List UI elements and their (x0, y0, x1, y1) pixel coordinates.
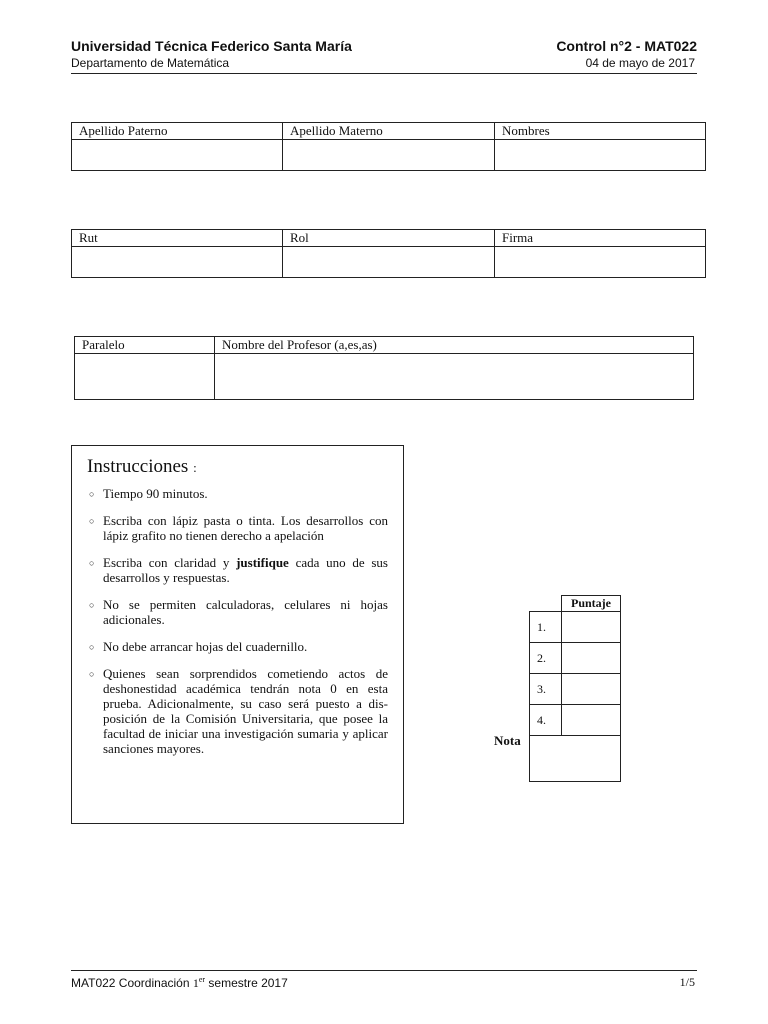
instructions-list (89, 486, 388, 768)
instruction-item (89, 486, 388, 501)
footer-ordinal-number: 1 (192, 976, 199, 990)
page-number: 1/5 (679, 975, 695, 989)
exam-date: 04 de mayo de 2017 (585, 56, 695, 70)
apellido-materno-label: Apellido Materno (283, 123, 495, 140)
paralelo-field[interactable] (75, 354, 215, 400)
exam-title: Control n°2 - MAT022 (556, 38, 697, 54)
paralelo-label: Paralelo (75, 337, 215, 354)
name-form-table (71, 122, 706, 171)
instructions-colon: : (193, 460, 197, 475)
footer-rule (71, 970, 697, 971)
question-number: 4. (530, 705, 562, 736)
firma-label: Firma (495, 230, 706, 247)
question-number: 1. (530, 612, 562, 643)
question-number: 2. (530, 643, 562, 674)
circle-bullet-icon: ○ (89, 600, 95, 610)
profesor-field[interactable] (215, 354, 694, 400)
instruction-text: No se permiten calculadoras, celulares ni hojas adicionales. (103, 597, 388, 627)
nota-field[interactable] (530, 736, 621, 782)
rol-field[interactable] (283, 247, 495, 278)
circle-bullet-icon: ○ (89, 642, 95, 652)
circle-bullet-icon: ○ (89, 558, 95, 568)
department-name: Departamento de Matemática (71, 56, 230, 70)
footer-ordinal: er (198, 975, 206, 984)
firma-field[interactable] (495, 247, 706, 278)
rut-field[interactable] (72, 247, 283, 278)
circle-bullet-icon: ○ (89, 516, 95, 526)
header-rule (71, 73, 697, 74)
instruction-text: Escriba con lápiz pasta o tinta. Los desarrollos con lápiz grafito no tienen derecho a apelación (103, 513, 388, 543)
instruction-text: Quienes sean sorprendidos cometiendo actos de deshonestidad académica tendrán nota 0 en esta prueba. Adicionalmente, su caso será puesto a dis- posición de la Comisión Universitaria, que posee la facultad de iniciar una investigación sumaria y aplicar sanciones mayores. (103, 666, 388, 756)
score-field-4[interactable] (562, 705, 621, 736)
apellido-paterno-label: Apellido Paterno (72, 123, 283, 140)
footer-course-text: MAT022 Coordinación (71, 976, 193, 990)
university-name: Universidad Técnica Federico Santa María (71, 38, 352, 54)
nota-label: Nota (494, 733, 521, 748)
score-field-1[interactable] (562, 612, 621, 643)
id-form-table (71, 229, 706, 278)
score-corner (530, 596, 562, 612)
nombres-field[interactable] (495, 140, 706, 171)
rut-label: Rut (72, 230, 283, 247)
apellido-paterno-field[interactable] (72, 140, 283, 171)
instructions-title-text: Instrucciones (87, 456, 189, 477)
instruction-text: Tiempo 90 minutos. (103, 486, 208, 501)
score-field-3[interactable] (562, 674, 621, 705)
footer-semester-text: semestre 2017 (205, 976, 288, 990)
question-number: 3. (530, 674, 562, 705)
instructions-box (71, 445, 404, 824)
instruction-text: No debe arrancar hojas del cuadernillo. (103, 639, 308, 654)
circle-bullet-icon: ○ (89, 489, 95, 499)
rol-label: Rol (283, 230, 495, 247)
instruction-item (89, 513, 388, 543)
profesor-label: Nombre del Profesor (a,es,as) (215, 337, 694, 354)
score-field-2[interactable] (562, 643, 621, 674)
footer-course (71, 975, 288, 991)
instruction-text: cada uno de sus desarrollos y respuestas. (103, 555, 388, 585)
instruction-item (89, 555, 388, 585)
instruction-text: Escriba con claridad y (103, 555, 237, 570)
circle-bullet-icon: ○ (89, 669, 95, 679)
score-table (529, 595, 621, 782)
instruction-item (89, 639, 388, 654)
instruction-emphasis: justifique (236, 555, 289, 570)
section-form-table (74, 336, 694, 400)
apellido-materno-field[interactable] (283, 140, 495, 171)
nombres-label: Nombres (495, 123, 706, 140)
puntaje-header: Puntaje (562, 596, 621, 612)
instruction-item (89, 666, 388, 756)
instruction-item (89, 597, 388, 627)
instructions-title (87, 456, 197, 478)
